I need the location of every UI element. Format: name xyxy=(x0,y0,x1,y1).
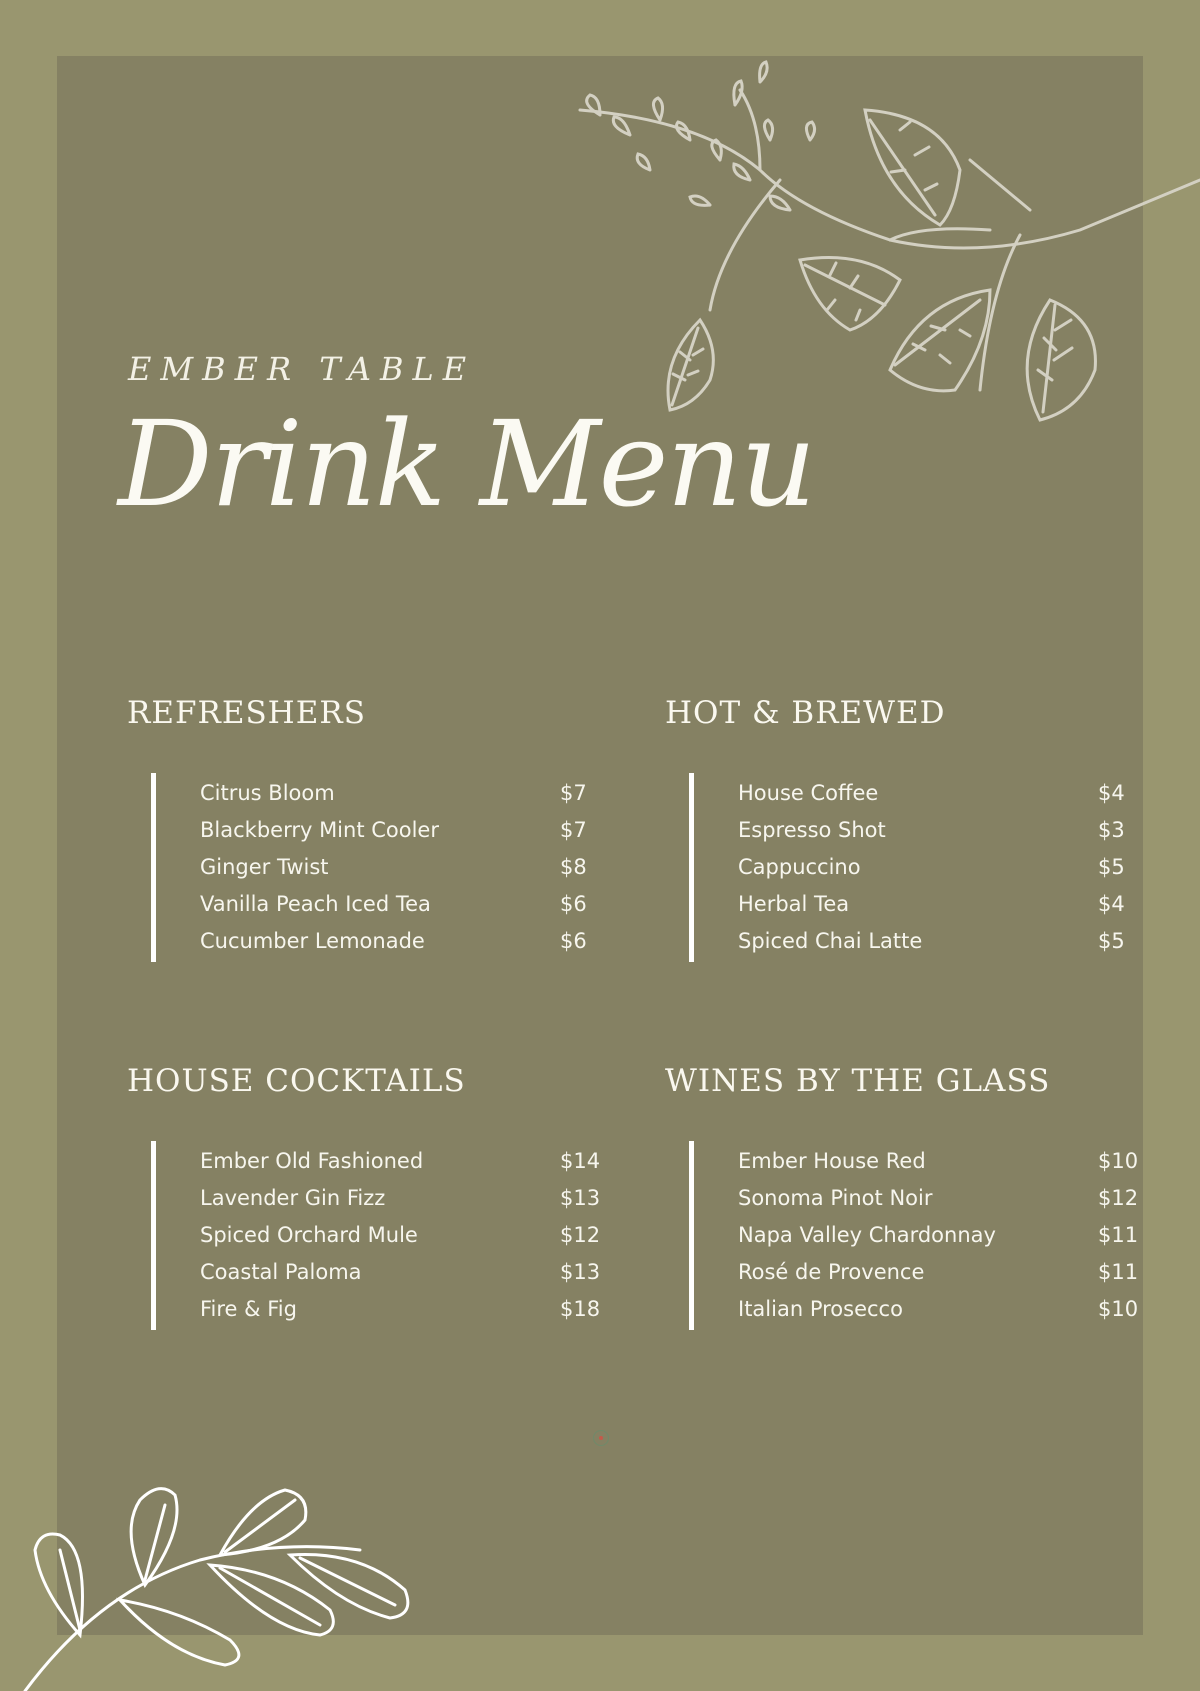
item-name: Espresso Shot xyxy=(738,818,886,842)
item-price: $12 xyxy=(560,1223,601,1247)
menu-item xyxy=(200,849,620,886)
section-heading: REFRESHERS xyxy=(127,695,366,731)
item-price: $5 xyxy=(1098,855,1125,879)
item-price: $4 xyxy=(1098,781,1125,805)
menu-item xyxy=(200,1180,620,1217)
item-list xyxy=(689,1141,1158,1330)
menu-item xyxy=(200,812,620,849)
item-list xyxy=(151,773,620,962)
menu-item xyxy=(200,775,620,812)
item-price: $13 xyxy=(560,1260,601,1284)
item-price: $11 xyxy=(1098,1223,1139,1247)
item-price: $13 xyxy=(560,1186,601,1210)
leaf-branch-top-icon xyxy=(560,60,1200,430)
item-name: Blackberry Mint Cooler xyxy=(200,818,439,842)
section-house-cocktails xyxy=(127,1063,601,1321)
item-price: $18 xyxy=(560,1297,601,1321)
item-name: Spiced Chai Latte xyxy=(738,929,923,953)
menu-item xyxy=(200,886,620,923)
restaurant-name: EMBER TABLE xyxy=(128,350,476,388)
menu-item xyxy=(738,923,1158,960)
menu-item xyxy=(738,886,1158,923)
item-name: Fire & Fig xyxy=(200,1297,297,1321)
menu-item xyxy=(200,923,620,960)
section-hot-brewed xyxy=(665,695,1135,953)
menu-item xyxy=(200,1143,620,1180)
menu-item xyxy=(738,1217,1158,1254)
item-price: $3 xyxy=(1098,818,1125,842)
item-name: Spiced Orchard Mule xyxy=(200,1223,418,1247)
menu-item xyxy=(200,1217,620,1254)
item-name: Lavender Gin Fizz xyxy=(200,1186,386,1210)
item-name: Rosé de Provence xyxy=(738,1260,925,1284)
item-name: House Coffee xyxy=(738,781,879,805)
item-price: $8 xyxy=(560,855,587,879)
section-heading: WINES BY THE GLASS xyxy=(665,1063,1051,1099)
item-name: Ember House Red xyxy=(738,1149,926,1173)
item-name: Italian Prosecco xyxy=(738,1297,903,1321)
section-heading: HOT & BREWED xyxy=(665,695,946,731)
menu-item xyxy=(738,812,1158,849)
item-price: $11 xyxy=(1098,1260,1139,1284)
section-wines xyxy=(665,1063,1139,1321)
item-name: Herbal Tea xyxy=(738,892,850,916)
item-list xyxy=(151,1141,620,1330)
item-name: Napa Valley Chardonnay xyxy=(738,1223,996,1247)
item-list xyxy=(689,773,1158,962)
item-name: Vanilla Peach Iced Tea xyxy=(200,892,431,916)
item-price: $5 xyxy=(1098,929,1125,953)
menu-item xyxy=(738,1254,1158,1291)
item-name: Citrus Bloom xyxy=(200,781,335,805)
menu-item xyxy=(738,775,1158,812)
menu-item xyxy=(200,1291,620,1328)
leaf-branch-bottom-icon xyxy=(20,1440,440,1691)
item-price: $6 xyxy=(560,929,587,953)
item-price: $10 xyxy=(1098,1149,1139,1173)
item-price: $12 xyxy=(1098,1186,1139,1210)
menu-item xyxy=(738,1291,1158,1328)
item-name: Ember Old Fashioned xyxy=(200,1149,424,1173)
section-refreshers xyxy=(127,695,597,953)
menu-item xyxy=(200,1254,620,1291)
page-title: Drink Menu xyxy=(118,395,815,533)
item-name: Cappuccino xyxy=(738,855,861,879)
item-price: $7 xyxy=(560,818,587,842)
item-price: $7 xyxy=(560,781,587,805)
item-name: Ginger Twist xyxy=(200,855,329,879)
menu-item xyxy=(738,1143,1158,1180)
item-price: $6 xyxy=(560,892,587,916)
item-name: Cucumber Lemonade xyxy=(200,929,425,953)
item-name: Coastal Paloma xyxy=(200,1260,362,1284)
section-heading: HOUSE COCKTAILS xyxy=(127,1063,466,1099)
item-price: $4 xyxy=(1098,892,1125,916)
menu-item xyxy=(738,1180,1158,1217)
item-price: $14 xyxy=(560,1149,601,1173)
item-name: Sonoma Pinot Noir xyxy=(738,1186,933,1210)
item-price: $10 xyxy=(1098,1297,1139,1321)
menu-item xyxy=(738,849,1158,886)
center-marker-icon xyxy=(593,1430,609,1446)
